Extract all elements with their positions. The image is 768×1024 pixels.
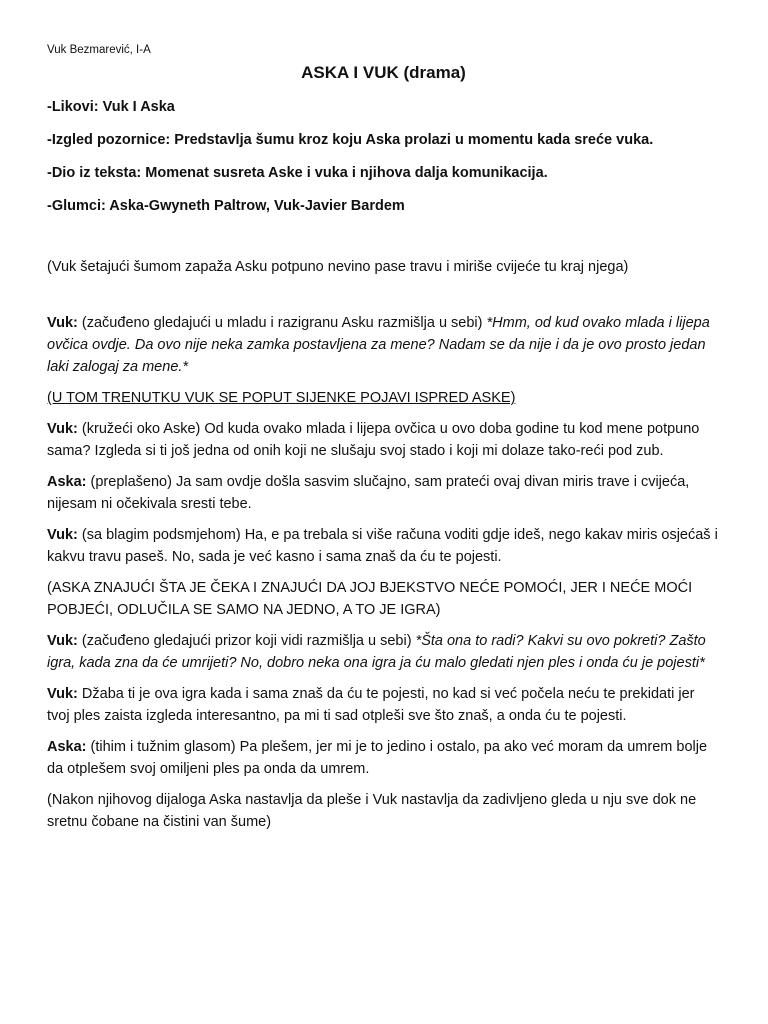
speaker-label: Aska: (47, 739, 87, 755)
speaker-label: Vuk: (47, 527, 78, 543)
dialogue-text: (kružeći oko Aske) Od kuda ovako mlada i lijepa ovčica u ovo doba godine tu kod mene potpuno sama? Izgleda si ti još jedna od onih koji ne slušaju svoj stado i koji mi dolaze tako-reći pod zub. (47, 421, 700, 459)
speaker-label: Vuk: (47, 686, 78, 702)
stage-direction-opening: (Vuk šetajući šumom zapaža Asku potpuno nevino pase travu i miriše cvijeće tu kraj njega) (47, 259, 629, 275)
dialogue-text: (začuđeno gledajući prizor koji vidi razmišlja u sebi) (77, 633, 416, 649)
dialogue-vuk-2 (47, 418, 720, 462)
spacer (47, 230, 720, 256)
stage-direction-dance: (ASKA ZNAJUĆI ŠTA JE ČEKA I ZNAJUĆI DA JOJ BJEKSTVO NEĆE POMOĆI, JER I NEĆE MOĆI POBJEĆI, ODLUČILA SE SAMO NA JEDNO, A TO JE IGRA) (47, 580, 693, 618)
spacer (47, 278, 720, 312)
dialogue-text: (začuđeno gledajući u mladu i razigranu Asku razmišlja u sebi) (77, 315, 487, 331)
dialogue-text: (sa blagim podsmjehom) Ha, e pa trebala si više računa voditi gdje ideš, nego kakav miris osjećaš i kakvu travu paseš. No, sada je već kasno i sama znaš da ću te pojesti. (47, 527, 718, 565)
meta-excerpt: -Dio iz teksta: Momenat susreta Aske i vuka i njihova dalja komunikacija. (47, 165, 548, 181)
dialogue-aska-1 (47, 471, 720, 515)
inner-thought: *Šta ona to radi? Kakvi su ovo pokreti? Zašto igra, kada zna da će umrijeti? No, dobro neka ona igra ja ću malo gledati njen ples i onda ću je pojesti* (47, 633, 706, 671)
author-line: Vuk Bezmarević, I-A (47, 44, 151, 56)
stage-direction-closing: (Nakon njihovog dijaloga Aska nastavlja da pleše i Vuk nastavlja da zadivljeno gleda u nju sve dok ne sretnu čobane na čistini van šume) (47, 792, 697, 830)
dialogue-text: Džaba ti je ova igra kada i sama znaš da ću te pojesti, no kad si već počela neću te prekidati jer tvoj ples zaista izgleda interesantno, pa mi ti sad otpleši sve što znaš, a onda ću te pojesti. (47, 686, 695, 724)
dialogue-vuk-1 (47, 312, 720, 378)
meta-characters: -Likovi: Vuk I Aska (47, 99, 175, 115)
speaker-label: Vuk: (47, 421, 78, 437)
dialogue-vuk-5 (47, 683, 720, 727)
dialogue-aska-2 (47, 736, 720, 780)
stage-direction-appearance: (U TOM TRENUTKU VUK SE POPUT SIJENKE POJAVI ISPRED ASKE) (47, 390, 516, 406)
dialogue-text: (preplašeno) Ja sam ovdje došla sasvim slučajno, sam prateći ovaj divan miris trave i cvijeća, nijesam ni očekivala sresti tebe. (47, 474, 690, 512)
dialogue-vuk-4 (47, 630, 720, 674)
meta-stage-setting: -Izgled pozornice: Predstavlja šumu kroz koju Aska prolazi u momentu kada sreće vuka. (47, 132, 654, 148)
speaker-label: Aska: (47, 474, 87, 490)
document-title: ASKA I VUK (drama) (301, 63, 466, 82)
speaker-label: Vuk: (47, 315, 78, 331)
dialogue-text: (tihim i tužnim glasom) Pa plešem, jer mi je to jedino i ostalo, pa ako već moram da umrem bolje da otplešem svoj omiljeni ples pa onda da umrem. (47, 739, 708, 777)
dialogue-vuk-3 (47, 524, 720, 568)
meta-cast: -Glumci: Aska-Gwyneth Paltrow, Vuk-Javier Bardem (47, 198, 405, 214)
inner-thought: *Hmm, od kud ovako mlada i lijepa ovčica ovdje. Da ovo nije neka zamka postavljena za mene? Nadam se da nije i da je ovo prosto jedan laki zalogaj za mene.* (47, 315, 710, 375)
speaker-label: Vuk: (47, 633, 78, 649)
